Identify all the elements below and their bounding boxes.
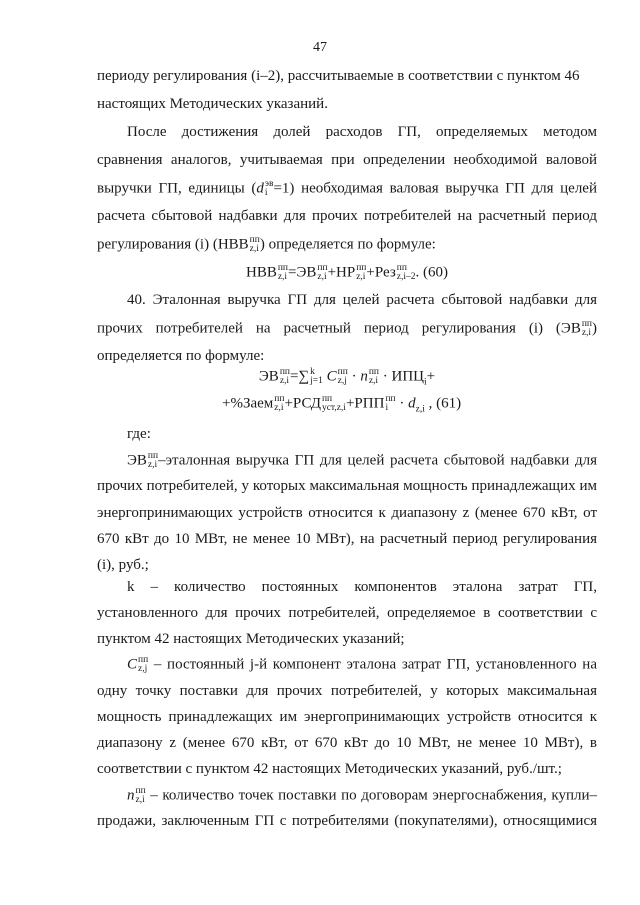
formula-60: НВВ пп z,i =ЭВ пп z,i +НР пп z,i +Рез пп z,i–2 . (60) [245,263,449,282]
page-number: 47 [313,40,327,55]
text-line: установленного для прочих потребителей, определяемое в соответствии с [97,605,597,621]
definition-line: k – количество постоянных компонентов эталона затрат ГП, [127,579,597,595]
text-line: 670 кВт до 10 МВт, не менее 10 МВт), на расчетный период регулирования [97,531,597,547]
text-line: диапазону z (менее 670 кВт, от 670 кВт до 10 МВт, не менее 10 МВт), в [97,735,597,751]
text-line: мощность принадлежащих им энергопринимающих устройств относится к [97,709,597,725]
text-line-with-inline-formula: выручки ГП, единицы (d эв i =1) необходимая валовая выручка ГП для целей [97,179,597,198]
text-line: расчета сбытовой надбавки для прочих потребителей на расчетный период [97,208,597,224]
text-line: продажи, заключенным ГП с потребителями (покупателями), относящимися [97,813,597,829]
definition-line: ЭВ пп z,i –эталонная выручка ГП для целей расчета сбытовой надбавки для [127,451,597,470]
text-line: периоду регулирования (i–2), рассчитываемые в соответствии с пунктом 46 [97,68,580,84]
paragraph-start-line: 40. Эталонная выручка ГП для целей расчета сбытовой надбавки для [127,292,597,308]
formula-61-line-2: +%Заем пп z,i +РСД пп уст,z,i +РПП пп i · $d_{z,i}$ , (61) [222,394,462,415]
text-line: (i), руб.; [97,557,149,573]
where-label: где: [127,426,151,442]
text-line-with-inline-formula: прочих потребителей на расчетный период регулирования (i) (ЭВ пп z,i ) [97,319,597,338]
text-line: определяется по формуле: [97,348,265,364]
text-line-with-inline-formula: регулирования (i) (НВВ пп z,i ) определяется по формуле: [97,235,436,254]
text-line: пунктом 42 настоящих Методических указаний; [97,631,405,647]
text-line: одну точку поставки для прочих потребителей, у которых максимальная [97,683,597,699]
formula-61-line-1: ЭВ пп z,i =∑ k j=1 C пп z,j · n пп z,i · $ИПЦ_i+$ [258,367,436,388]
text-line: сравнения аналогов, учитываемая при определении необходимой валовой [97,152,597,168]
symbol-d: d [256,180,264,197]
paragraph-start-line: После достижения долей расходов ГП, определяемых методом [127,124,597,140]
text-line: прочих потребителей, у которых максимальная мощность принадлежащих им [97,478,597,494]
definition-line: n пп z,i – количество точек поставки по договорам энергоснабжения, купли– [127,786,597,805]
definition-line: C пп z,j – постоянный j-й компонент эталона затрат ГП, установленного на [127,655,597,674]
text-line: настоящих Методических указаний. [97,96,328,112]
text-line: соответствии с пунктом 42 настоящих Методических указаний, руб./шт.; [97,761,562,777]
text-line: энергопринимающих устройств относится к диапазону z (менее 670 кВт, от [97,505,597,521]
